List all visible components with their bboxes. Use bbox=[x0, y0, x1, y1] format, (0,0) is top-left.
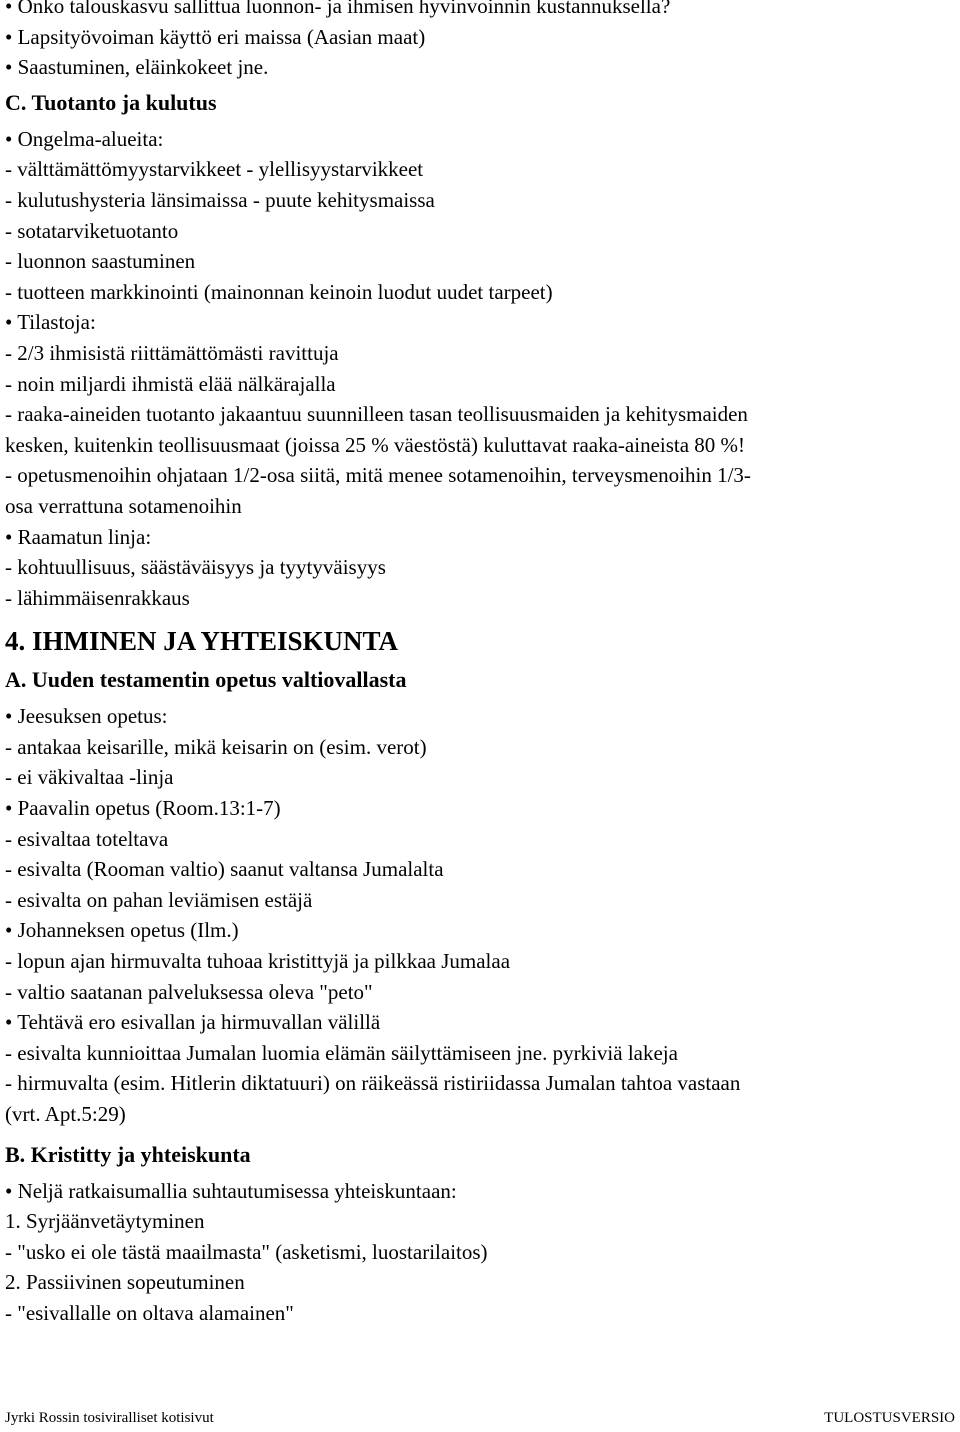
dash-line: - esivaltaa toteltava bbox=[5, 826, 169, 851]
dash-line: - esivalta (Rooman valtio) saanut valtansa Jumalalta bbox=[5, 857, 444, 882]
dash-line: - välttämättömyystarvikkeet - ylellisyystarvikkeet bbox=[5, 157, 424, 182]
bullet-line: • Neljä ratkaisumallia suhtautumisessa yhteiskuntaan: bbox=[5, 1178, 457, 1203]
section-environment bbox=[5, 0, 955, 83]
footer-print-version: TULOSTUSVERSIO bbox=[824, 1410, 955, 1426]
numbered-line: 1. Syrjäänvetäytyminen bbox=[5, 1209, 205, 1234]
dash-line: - 2/3 ihmisistä riittämättömästi ravittuja bbox=[5, 340, 339, 365]
bullet-line: • Lapsityövoiman käyttö eri maissa (Aasian maat) bbox=[5, 24, 426, 49]
section-heading-c: C. Tuotanto ja kulutus bbox=[5, 89, 217, 115]
text-line: kesken, kuitenkin teollisuusmaat (joissa 25 % väestöstä) kuluttavat raaka-aineista 80 %! bbox=[5, 432, 746, 457]
section-heading-b: B. Kristitty ja yhteiskunta bbox=[5, 1141, 251, 1167]
section-production-consumption bbox=[5, 88, 955, 614]
bullet-line: • Paavalin opetus (Room.13:1-7) bbox=[5, 796, 281, 821]
bullet-line: • Saastuminen, eläinkokeet jne. bbox=[5, 55, 269, 80]
page-footer bbox=[0, 1407, 960, 1429]
chapter-4 bbox=[5, 623, 955, 1328]
dash-line: - "esivallalle on oltava alamainen" bbox=[5, 1300, 294, 1325]
bullet-line: • Onko talouskasvu sallittua luonnon- ja ihmisen hyvinvoinnin kustannuksella? bbox=[5, 0, 671, 18]
dash-line: - "usko ei ole tästä maailmasta" (asketismi, luostarilaitos) bbox=[5, 1239, 488, 1264]
dash-line: - kohtuullisuus, säästäväisyys ja tyytyväisyys bbox=[5, 555, 386, 580]
dash-line: - raaka-aineiden tuotanto jakaantuu suunnilleen tasan teollisuusmaiden ja kehitysmaiden bbox=[5, 402, 748, 427]
bullet-line: • Raamatun linja: bbox=[5, 524, 152, 549]
dash-line: - tuotteen markkinointi (mainonnan keinoin luodut uudet tarpeet) bbox=[5, 279, 553, 304]
dash-line: - antakaa keisarille, mikä keisarin on (esim. verot) bbox=[5, 734, 427, 759]
bullet-line: • Johanneksen opetus (Ilm.) bbox=[5, 918, 239, 943]
dash-line: - lähimmäisenrakkaus bbox=[5, 585, 190, 610]
footer-site-name: Jyrki Rossin tosiviralliset kotisivut bbox=[5, 1410, 214, 1426]
document-page bbox=[5, 0, 955, 1329]
dash-line: - kulutushysteria länsimaissa - puute kehitysmaissa bbox=[5, 187, 435, 212]
section-heading-a: A. Uuden testamentin opetus valtiovallasta bbox=[5, 667, 407, 693]
dash-line: - esivalta kunnioittaa Jumalan luomia elämän säilyttämiseen jne. pyrkiviä lakeja bbox=[5, 1040, 678, 1065]
dash-line: - opetusmenoihin ohjataan 1/2-osa siitä, mitä menee sotamenoihin, terveysmenoihin 1/3- bbox=[5, 463, 751, 488]
bullet-line: • Tilastoja: bbox=[5, 310, 96, 335]
bullet-line: • Tehtävä ero esivallan ja hirmuvallan välillä bbox=[5, 1010, 381, 1035]
dash-line: - noin miljardi ihmistä elää nälkärajalla bbox=[5, 371, 336, 396]
dash-line: - lopun ajan hirmuvalta tuhoaa kristittyjä ja pilkkaa Jumalaa bbox=[5, 949, 511, 974]
dash-line: - sotatarviketuotanto bbox=[5, 218, 179, 243]
dash-line: - esivalta on pahan leviämisen estäjä bbox=[5, 887, 313, 912]
chapter-heading: 4. IHMINEN JA YHTEISKUNTA bbox=[5, 626, 399, 657]
dash-line: - valtio saatanan palveluksessa oleva "peto" bbox=[5, 979, 373, 1004]
text-line: osa verrattuna sotamenoihin bbox=[5, 493, 242, 518]
dash-line: - ei väkivaltaa -linja bbox=[5, 765, 174, 790]
dash-line: - hirmuvalta (esim. Hitlerin diktatuuri) on räikeässä ristiriidassa Jumalan tahtoa vastaan bbox=[5, 1071, 741, 1096]
bullet-line: • Jeesuksen opetus: bbox=[5, 704, 168, 729]
text-line: (vrt. Apt.5:29) bbox=[5, 1102, 126, 1126]
bullet-line: • Ongelma-alueita: bbox=[5, 126, 164, 151]
numbered-line: 2. Passiivinen sopeutuminen bbox=[5, 1270, 245, 1295]
dash-line: - luonnon saastuminen bbox=[5, 249, 196, 274]
